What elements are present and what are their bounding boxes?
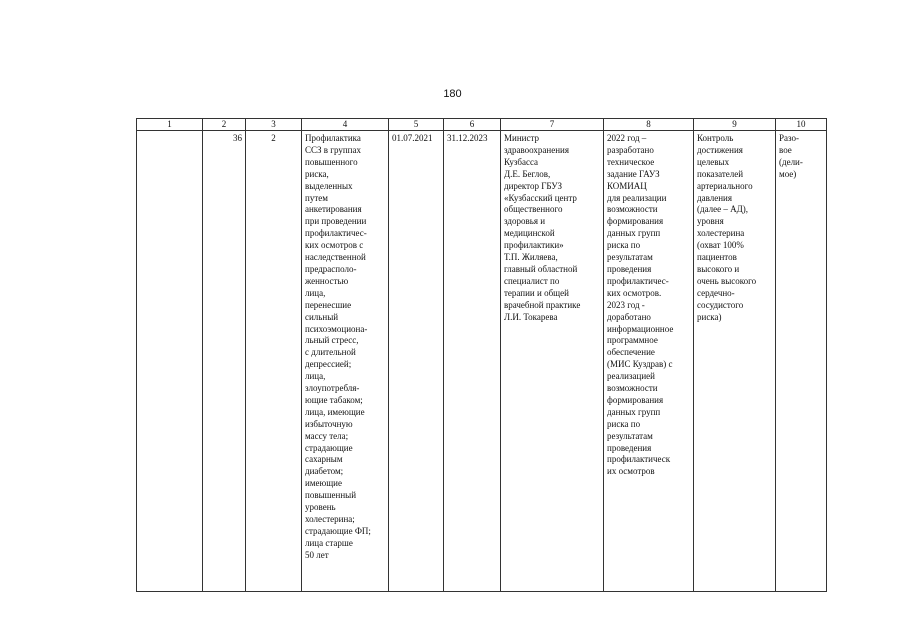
cell-col-1 [137, 131, 203, 592]
cell-control: Контроль достижения целевых показателей артериального давления (далее – АД), уровня холестерина (охват 100% пациентов высокого и очень высокого сердечно- сосудистого риска) [694, 131, 776, 592]
cell-result: 2022 год – разработано техническое задание ГАУЗ КОМИАЦ для реализации возможности формирования данных групп риска по результатам проведения профилактичес- ких осмотров. 2023 год - доработано информационное программное обеспечение (МИС Куздрав) с реализацией возможности формирования данных групп риска по результатам проведения профилактическ их осмотров [604, 131, 694, 592]
cell-col-3: 2 [246, 131, 302, 592]
header-row [137, 119, 827, 131]
cell-periodicity: Разо- вое (дели- мое) [776, 131, 827, 592]
column-header-1: 1 [137, 119, 203, 131]
column-header-4: 4 [302, 119, 389, 131]
column-header-9: 9 [694, 119, 776, 131]
column-header-10: 10 [776, 119, 827, 131]
column-header-3: 3 [246, 119, 302, 131]
cell-measure-description: Профилактика ССЗ в группах повышенного риска, выделенных путем анкетирования при проведении профилактичес- ких осмотров с наследственной предрасполо- женностью лица, перенесшие сильный психоэмоциона- льный стресс, с длительной депрессией; лица, злоупотребля- ющие табаком; лица, имеющие избыточную массу тела; страдающие сахарным диабетом; имеющие повышенный уровень холестерина; страдающие ФП; лица старше 50 лет [302, 131, 389, 592]
column-header-2: 2 [203, 119, 246, 131]
column-header-7: 7 [501, 119, 604, 131]
cell-responsible-persons: Министр здравоохранения Кузбасса Д.Е. Беглов, директор ГБУЗ «Кузбасский центр общественного здоровья и медицинской профилактики» Т.П. Жиляева, главный областной специалист по терапии и общей врачебной практике Л.И. Токарева [501, 131, 604, 592]
cell-start-date: 01.07.2021 [389, 131, 444, 592]
column-header-5: 5 [389, 119, 444, 131]
page-number: 180 [443, 88, 462, 100]
cell-end-date: 31.12.2023 [444, 131, 501, 592]
table-row [137, 131, 827, 592]
measures-table [136, 118, 827, 592]
column-header-6: 6 [444, 119, 501, 131]
column-header-8: 8 [604, 119, 694, 131]
cell-item-number: 36 [203, 131, 246, 592]
